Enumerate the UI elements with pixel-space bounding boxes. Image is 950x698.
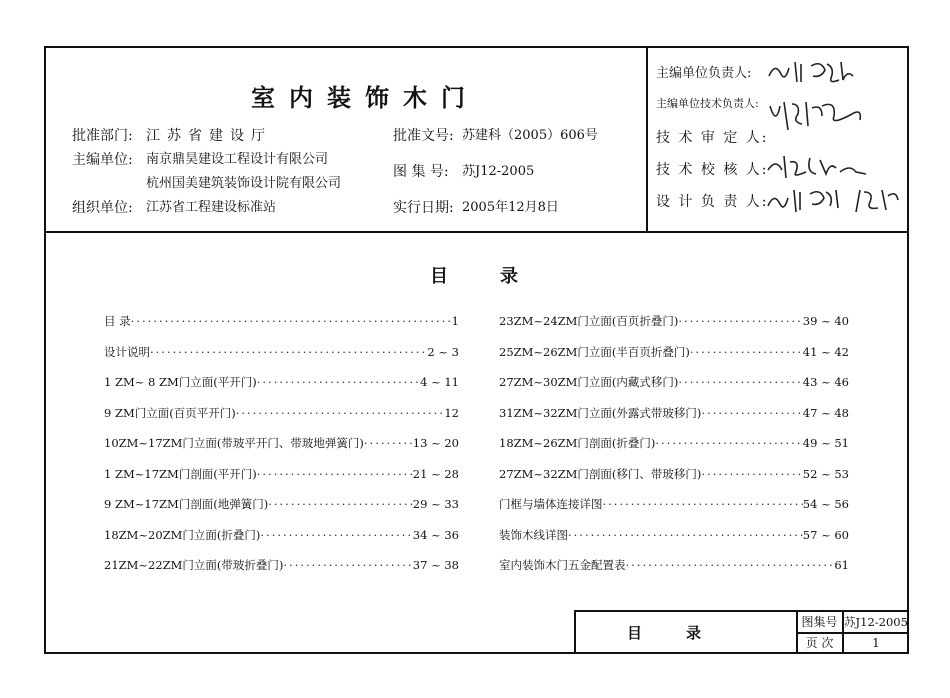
toc-entry-label: 门框与墙体连接详图	[499, 497, 603, 511]
toc-entry-label: 目 录	[104, 314, 131, 328]
toc-entry	[104, 466, 459, 482]
toc-entry-label: 装饰木线详图	[499, 527, 568, 542]
toc-entry	[104, 435, 459, 451]
signature-editor-head	[765, 56, 865, 86]
title-block-page-label: 页 次	[805, 636, 834, 650]
editor-unit-2: 杭州国美建筑装饰设计院有限公司	[146, 176, 342, 191]
toc-entry-label: 21ZM~22ZM门立面(带玻折叠门)	[104, 558, 284, 572]
toc-entry-label: 25ZM~26ZM门立面(半百页折叠门)	[499, 344, 690, 359]
toc-entry-pages: 2 ~ 3	[427, 344, 459, 359]
toc-entry-pages: 39 ~ 40	[802, 314, 849, 328]
toc-leader-dots	[150, 344, 427, 360]
atlas-number: 苏J12-2005	[462, 164, 535, 179]
toc-entry	[499, 557, 849, 573]
toc-entry-pages: 37 ~ 38	[412, 558, 459, 572]
toc-entry-pages: 47 ~ 48	[802, 405, 849, 420]
header-vertical-divider	[646, 46, 648, 232]
document-title: 室内装饰木门	[251, 83, 479, 112]
title-block-name: 目录	[626, 624, 745, 642]
toc-leader-dots	[283, 557, 412, 573]
signature-editor-tech-head	[766, 96, 866, 136]
toc-entry	[104, 313, 459, 329]
toc-entry-pages: 43 ~ 46	[802, 375, 849, 389]
org-unit-label: 组织单位:	[72, 200, 133, 216]
toc-entry	[104, 405, 459, 421]
toc-entry-label: 27ZM~30ZM门立面(内藏式移门)	[499, 375, 679, 389]
toc-entry	[499, 405, 849, 421]
approval-doc-label: 批准文号:	[393, 128, 454, 144]
title-block-top-line	[574, 610, 909, 612]
toc-entry	[499, 313, 849, 329]
toc-entry	[499, 527, 849, 543]
toc-entry	[104, 344, 459, 360]
toc-entry-label: 18ZM~20ZM门立面(折叠门)	[104, 527, 261, 542]
toc-entry	[104, 527, 459, 543]
approval-doc: 苏建科（2005）606号	[462, 128, 598, 143]
title-block-atlas-value: 苏J12-2005	[844, 615, 908, 629]
toc-leader-dots	[603, 496, 803, 512]
org-unit: 江苏省工程建设标准站	[146, 200, 277, 215]
editor-head-label: 主编单位负责人:	[656, 66, 752, 81]
toc-entry-label: 室内装饰木门五金配置表	[499, 558, 626, 572]
toc-entry-label: 27ZM~32ZM门剖面(移门、带玻移门)	[499, 466, 702, 481]
signature-designer	[764, 184, 904, 218]
toc-entry-label: 9 ZM~17ZM门剖面(地弹簧门)	[104, 497, 269, 511]
atlas-label: 图 集 号:	[393, 164, 449, 180]
toc-leader-dots	[701, 466, 802, 482]
toc-entry	[499, 435, 849, 451]
toc-entry-pages: 34 ~ 36	[412, 527, 459, 542]
toc-entry-pages: 29 ~ 33	[412, 497, 459, 511]
toc-entry-label: 10ZM~17ZM门立面(带玻平开门、带玻地弹簧门)	[104, 436, 364, 450]
toc-leader-dots	[236, 405, 445, 421]
toc-entry-label: 23ZM~24ZM门立面(百页折叠门)	[499, 314, 679, 328]
title-block-page-value: 1	[872, 636, 880, 650]
toc-leader-dots	[268, 496, 413, 512]
editor-unit-label: 主编单位:	[72, 152, 133, 168]
toc-leader-dots	[626, 557, 835, 573]
toc-entry	[499, 496, 849, 512]
toc-leader-dots	[701, 405, 802, 421]
header-divider	[44, 231, 909, 233]
toc-leader-dots	[260, 527, 412, 543]
toc-leader-dots	[257, 374, 420, 390]
checker-label: 技 术 校 核 人:	[656, 162, 769, 178]
signature-checker	[764, 152, 874, 182]
approval-dept-label: 批准部门:	[72, 128, 133, 144]
toc-leader-dots	[690, 344, 803, 360]
toc-entry-label: 9 ZM门立面(百页平开门)	[104, 405, 236, 420]
toc-entry-label: 设计说明	[104, 344, 150, 359]
toc-entry-pages: 1	[451, 314, 459, 328]
toc-entry-pages: 12	[444, 405, 459, 420]
toc-entry-pages: 13 ~ 20	[412, 436, 459, 450]
approval-dept: 江苏省建设厅	[146, 128, 272, 144]
toc-entry-pages: 52 ~ 53	[802, 466, 849, 481]
toc-entry	[104, 496, 459, 512]
toc-leader-dots	[678, 313, 802, 329]
toc-entry	[104, 557, 459, 573]
toc-entry-pages: 61	[834, 558, 849, 572]
toc-entry-pages: 41 ~ 42	[802, 344, 849, 359]
toc-entry-pages: 49 ~ 51	[802, 436, 849, 450]
editor-unit-1: 南京鼎昊建设工程设计有限公司	[146, 152, 329, 167]
toc-leader-dots	[568, 527, 803, 543]
toc-entry	[104, 374, 459, 390]
designer-label: 设 计 负 责 人:	[656, 194, 769, 210]
toc-entry-label: 18ZM~26ZM门剖面(折叠门)	[499, 436, 656, 450]
toc-leader-dots	[364, 435, 413, 451]
title-block-atlas-label: 图集号	[801, 615, 838, 629]
effective-label: 实行日期:	[393, 200, 454, 216]
toc-leader-dots	[131, 313, 452, 329]
toc-entry-label: 31ZM~32ZM门立面(外露式带玻移门)	[499, 405, 702, 420]
toc-entry-label: 1 ZM~17ZM门剖面(平开门)	[104, 466, 257, 481]
toc-entry-label: 1 ZM~ 8 ZM门立面(平开门)	[104, 375, 257, 389]
toc-entry-pages: 57 ~ 60	[802, 527, 849, 542]
toc-entry	[499, 344, 849, 360]
toc-leader-dots	[655, 435, 802, 451]
toc-entry-pages: 54 ~ 56	[802, 497, 849, 511]
editor-tech-head-label: 主编单位技术负责人:	[656, 97, 759, 110]
toc-entry-pages: 21 ~ 28	[412, 466, 459, 481]
reviewer-label: 技 术 审 定 人:	[656, 130, 769, 146]
toc-entry	[499, 466, 849, 482]
toc-entry	[499, 374, 849, 390]
toc-leader-dots	[257, 466, 413, 482]
toc-heading: 目录	[430, 266, 570, 287]
toc-entry-pages: 4 ~ 11	[420, 375, 459, 389]
toc-leader-dots	[678, 374, 802, 390]
effective-date: 2005年12月8日	[462, 200, 559, 215]
